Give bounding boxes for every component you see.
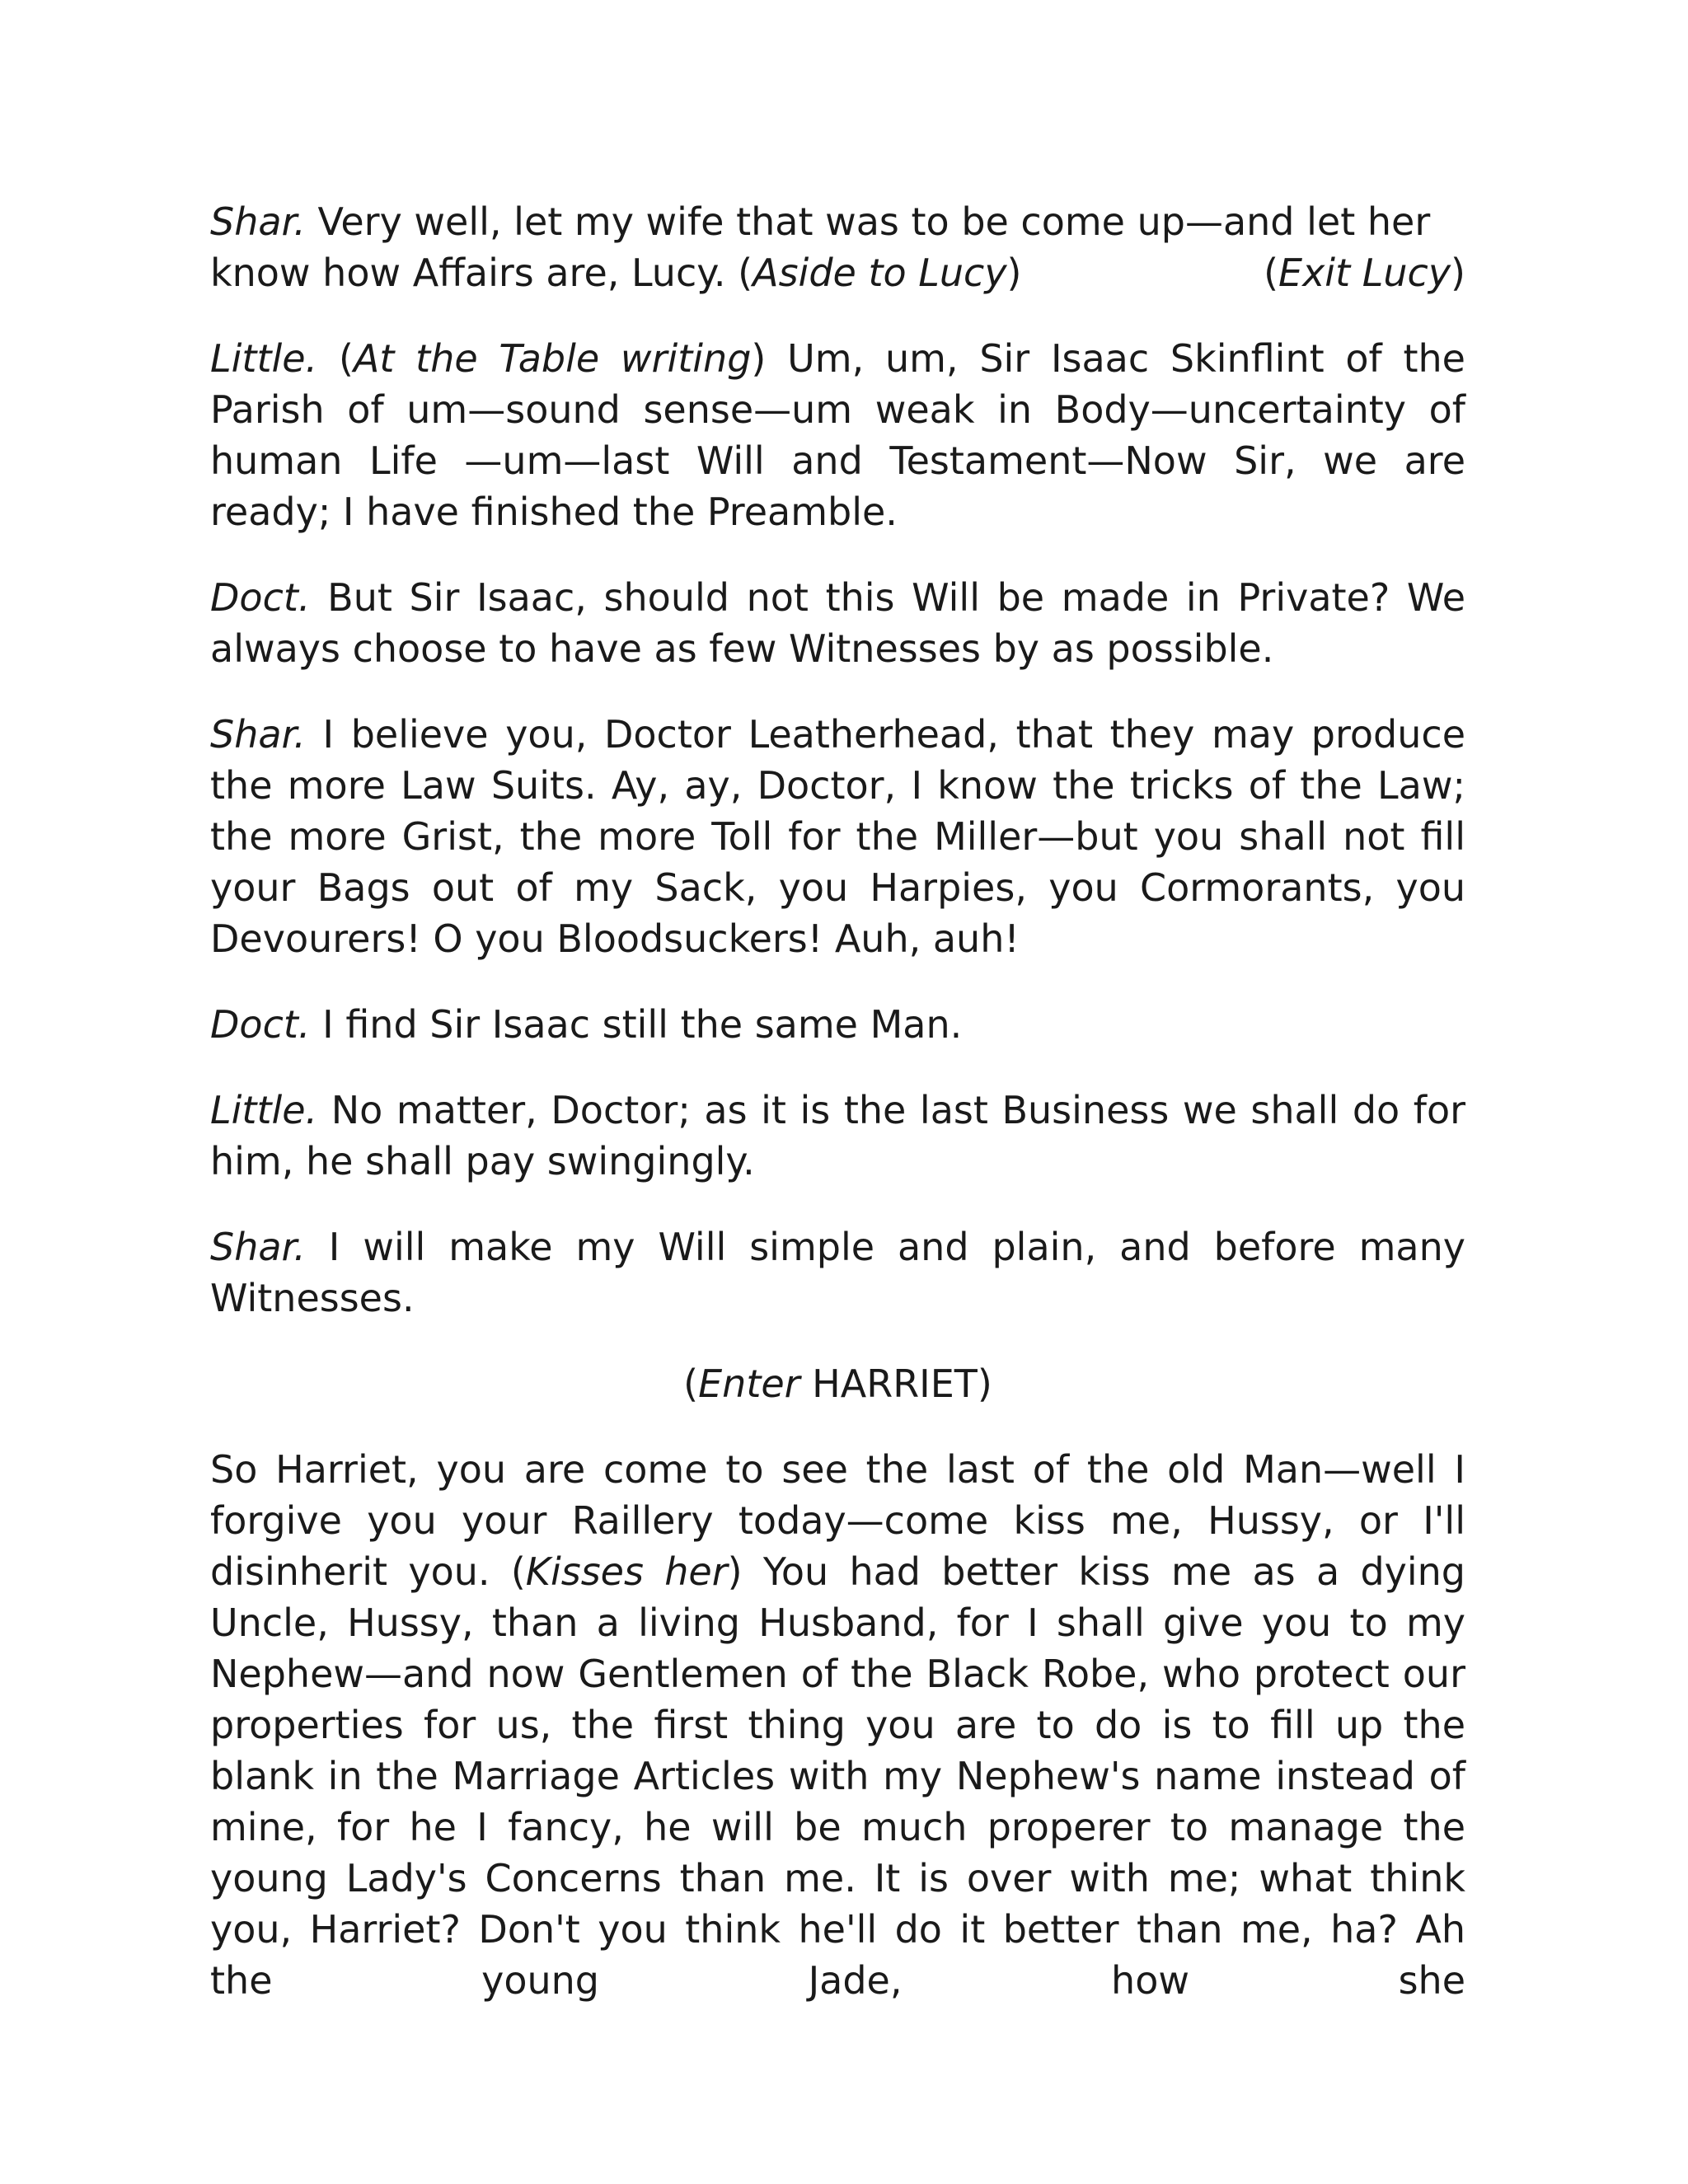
stage-direction-paren: )	[1451, 251, 1465, 295]
dialogue-text: I find Sir Isaac still the same Man.	[310, 1002, 963, 1047]
stage-direction-paren: (	[1264, 251, 1279, 295]
dialogue-text: (	[317, 336, 354, 381]
stage-direction: Enter	[698, 1361, 800, 1406]
dialogue-text: I believe you, Doctor Leatherhead, that they may produce the more Law Suits. Ay, ay, Doctor, I know the tricks of the Law; the more Grist, the more Toll for the Miller—but you shall not fill your Bags out of my Sack, you Harpies, you Cormorants, you Devourers! O you Bloodsuckers! Auh, auh!	[210, 712, 1465, 961]
document-page	[210, 196, 1465, 2041]
dialogue-text: No matter, Doctor; as it is the last Business we shall do for him, he shall pay swingingly.	[210, 1088, 1465, 1183]
speaker-name: Shar.	[210, 1225, 306, 1269]
dialogue-text: I will make my Will simple and plain, and before many Witnesses.	[210, 1225, 1465, 1320]
character-name: HARRIET)	[799, 1361, 992, 1406]
dialogue-text: know how Affairs are, Lucy. (	[210, 251, 753, 295]
paragraph-shar-1	[210, 196, 1465, 298]
paragraph-little-2	[210, 1085, 1465, 1187]
speaker-name: Shar.	[210, 712, 306, 757]
speaker-name: Little.	[210, 1088, 318, 1132]
paragraph-shar-4	[210, 1444, 1465, 2006]
paragraph-shar-3	[210, 1221, 1465, 1324]
speaker-name: Doct.	[210, 575, 311, 620]
dialogue-text: Very well, let my wife that was to be come up—and let her	[305, 199, 1431, 244]
dialogue-text: But Sir Isaac, should not this Will be made in Private? We always choose to have as few Witnesses by as possible.	[210, 575, 1465, 671]
speaker-name: Doct.	[210, 1002, 311, 1047]
paragraph-shar-2	[210, 709, 1465, 964]
paragraph-doct-1	[210, 572, 1465, 674]
speaker-name: Little.	[210, 336, 318, 381]
stage-direction: Aside to Lucy	[753, 251, 1007, 295]
stage-direction-exit: Exit Lucy	[1278, 251, 1451, 295]
paragraph-doct-2	[210, 999, 1465, 1050]
stage-direction-paren: (	[683, 1361, 699, 1406]
dialogue-text: )	[1006, 251, 1022, 295]
dialogue-text: ) You had better kiss me as a dying Uncle, Hussy, than a living Husband, for I shall give you to my Nephew—and now Gentlemen of the Black Robe, who protect our properties for us, the first thing you are to do is to fill up the blank in the Marriage Articles with my Nephew's name instead of mine, for he I fancy, he will be much properer to manage the young Lady's Concerns than me. It is over with me; what think you, Harriet? Don't you think he'll do it better than me, ha? Ah the young Jade, how she	[210, 1549, 1465, 2003]
stage-direction: Kisses her	[525, 1549, 728, 1594]
paragraph-little-1	[210, 333, 1465, 537]
speaker-name: Shar.	[210, 199, 306, 244]
stage-direction: At the Table writing	[353, 336, 752, 381]
stage-direction-enter	[210, 1358, 1465, 1409]
dialogue-text: So Harriet, you are come to see the last of the old Man—well I forgive you your Raillery today—come kiss me, Hussy, or I'll disinherit you. (	[210, 1447, 1465, 1594]
dialogue-text: ) Um, um, Sir Isaac Skinflint of the Parish of um—sound sense—um weak in Body—uncertainty of human Life —um—last Will and Testament—Now Sir, we are ready; I have finished the Preamble.	[210, 336, 1465, 534]
